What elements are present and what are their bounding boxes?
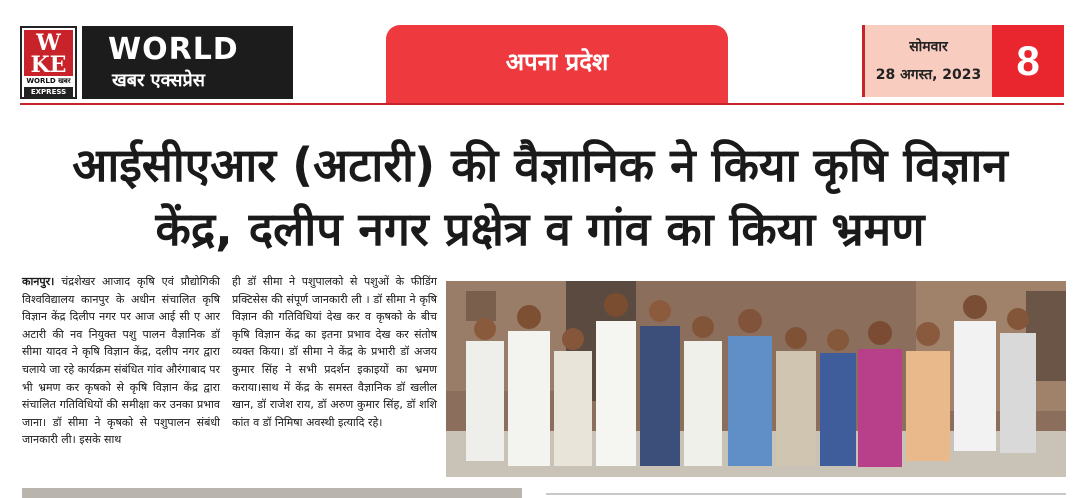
newspaper-title-hindi: खबर एक्सप्रेस [112,70,205,91]
next-article-photo-edge [22,488,522,498]
section-label: अपना प्रदेश [505,48,609,76]
newspaper-logo-mark [20,26,77,99]
article-photo [446,281,1066,477]
newspaper-title-english: WORLD [108,32,239,67]
section-banner [386,25,728,103]
issue-date: 28 अगस्त, 2023 [875,67,982,83]
article-column-1-text: चंद्रशेखर आजाद कृषि एवं प्रौद्योगिकी विश्वविद्यालय कानपुर के अधीन संचालित कृषि विज्ञान केंद्र दिलीप नगर पर आज आई सी ए आर अटारी की नव नियुक्त पशु पालन वैज्ञानिक डॉ सीमा यादव ने कृषि विज्ञान केंद्र, दलीप नगर द्वारा चलाये जा रहे कार्यक्रम संबंधित गांव औरंगाबाद पर भी भ्रमण कर कृषको से कृषि विज्ञान केंद्र द्वारा संचालित गतिविधियों की समीक्षा कर उनका प्रभाव जाना। डॉ सीमा ने कृषको से पशुपालन संबंधी जानकारी ली। इसके साथ [22,275,220,447]
article-column-2-text: ही डॉ सीमा ने पशुपालको से पशुओं के फीडिंग प्रक्टिसेस की संपूर्ण जानकारी ली । डॉ सीमा ने कृषि विज्ञान की गतिविधियां देख कर व कृषको के बीच कृषि विज्ञान केंद्र का इतना प्रभाव देख कर संतोष व्यक्त किया। डॉ सीमा ने केंद्र के प्रभारी डॉ अजय कुमार सिंह ने सभी प्रदर्शन इकाइयों का भ्रमण कराया।साथ में केंद्र के समस्त वैज्ञानिक डॉ खलील खान, डॉ राजेश राय, डॉ अरुण कुमार सिंह, डॉ शशि कांत व डॉ निमिषा अवस्थी इत्यादि रहे। [232,275,437,429]
logo-tag-express: EXPRESS [24,87,73,97]
article-column-2 [232,273,437,431]
page-number: 8 [992,25,1064,97]
next-article-rule [546,493,1066,495]
article-dateline: कानपुर। [22,275,55,288]
headline-line-1: आईसीएआर (अटारी) की वैज्ञानिक ने किया कृषि विज्ञान [72,138,1008,192]
issue-date-box [862,25,992,97]
newspaper-title-box [82,26,293,99]
issue-day: सोमवार [909,39,948,55]
article-column-1 [22,273,220,449]
logo-monogram: W KE [24,30,73,76]
logo-tag-world: WORLD खबर [26,77,71,85]
headline-line-2: केंद्र, दलीप नगर प्रक्षेत्र व गांव का किया भ्रमण [155,202,925,256]
masthead-divider [20,103,1064,105]
group-photo-illustration [446,281,1066,477]
